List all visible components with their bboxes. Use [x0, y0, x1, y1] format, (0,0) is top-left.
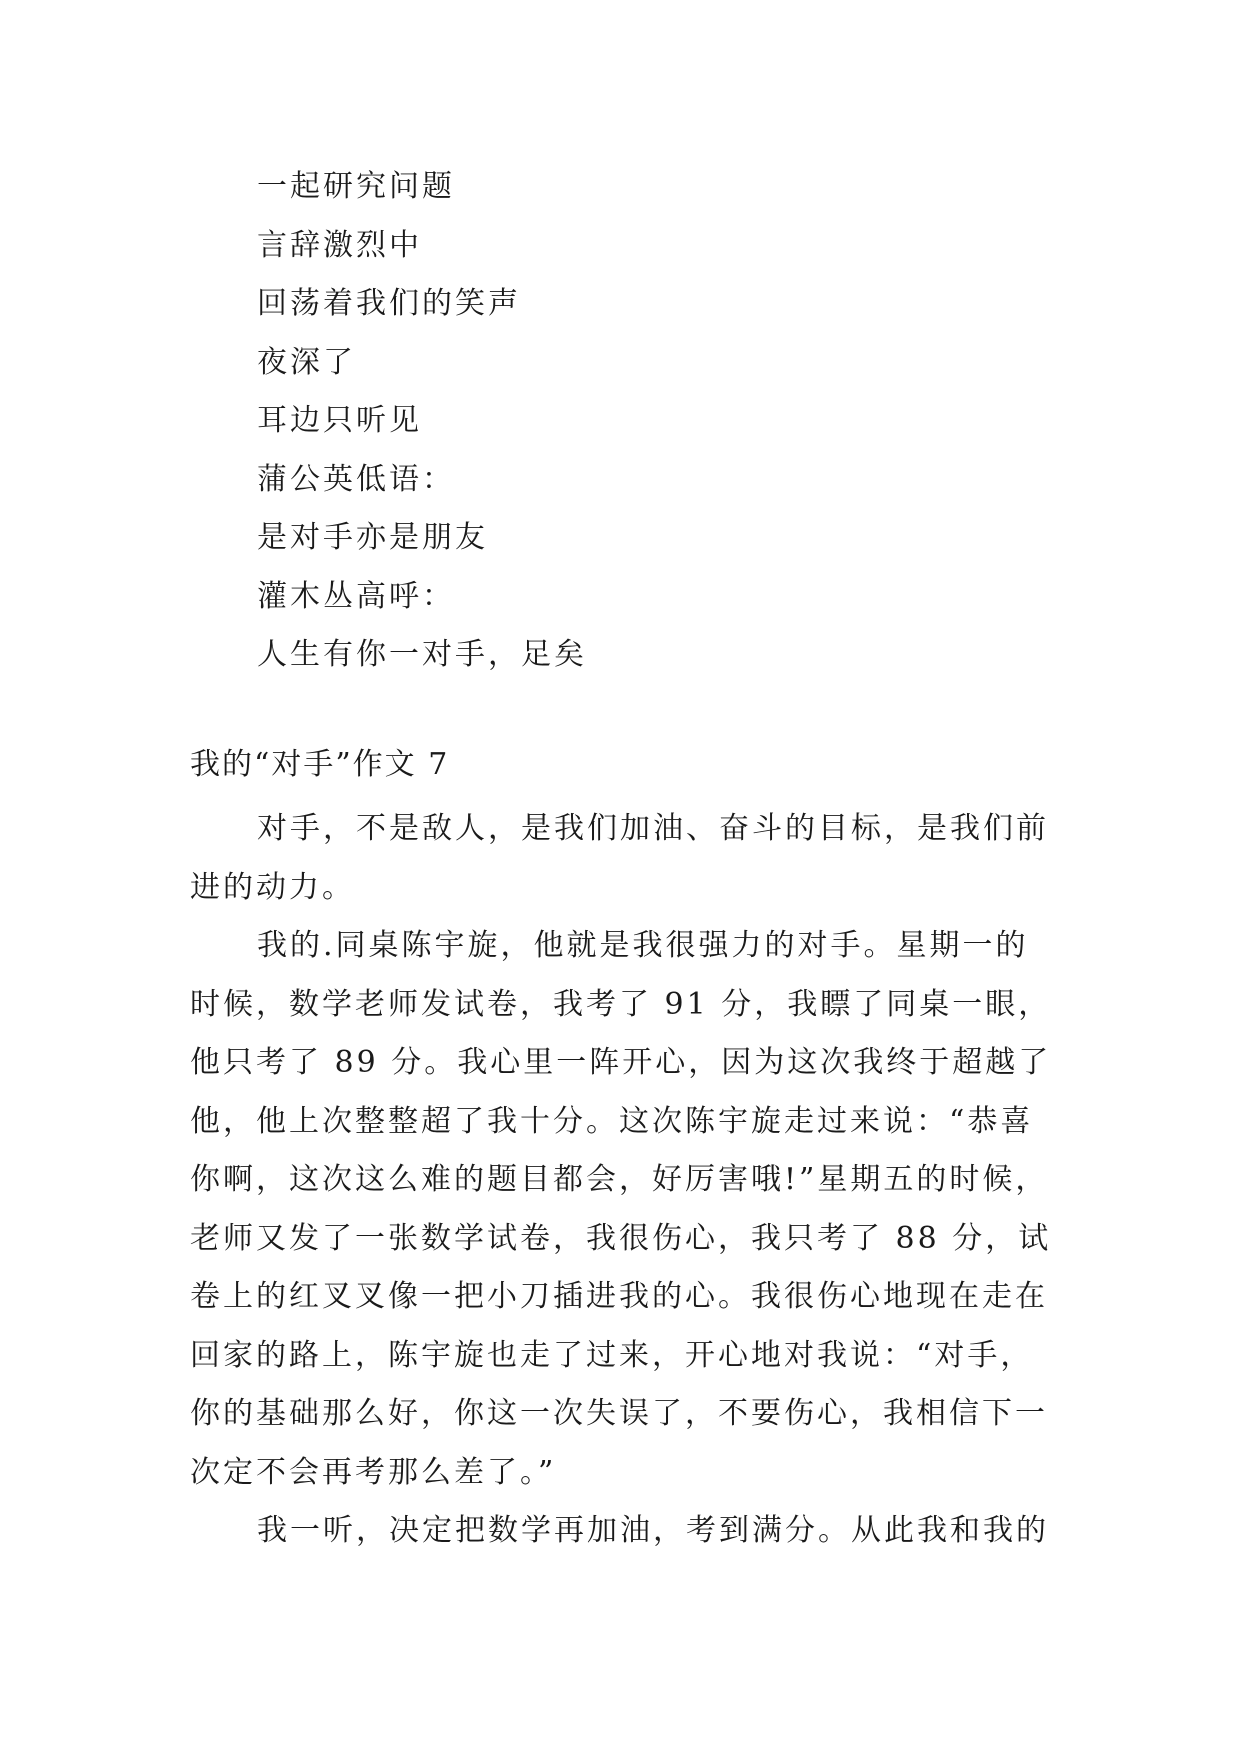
paragraph-line: 我的.同桌陈宇旋，他就是我很强力的对手。星期一的: [257, 928, 1029, 963]
paragraph-line: 次定不会再考那么差了。”: [190, 1454, 557, 1490]
essay-heading: 我的“对手”作文 7: [190, 747, 450, 782]
poem-line: 蒲公英低语：: [257, 461, 455, 497]
poem-line: 一起研究问题: [257, 169, 455, 204]
poem-line: 是对手亦是朋友: [257, 520, 488, 555]
paragraph-line: 你的基础那么好，你这一次失误了，不要伤心，我相信下一: [190, 1396, 1048, 1431]
paragraph-line: 老师又发了一张数学试卷，我很伤心，我只考了 88 分，试: [190, 1220, 1052, 1256]
paragraph-line: 卷上的红叉叉像一把小刀插进我的心。我很伤心地现在走在: [190, 1279, 1048, 1314]
paragraph-line: 他只考了 89 分。我心里一阵开心，因为这次我终于超越了: [190, 1045, 1052, 1080]
poem-line: 耳边只听见: [257, 403, 422, 438]
poem-block: [257, 158, 1057, 685]
poem-line: 人生有你一对手，足矣: [257, 637, 587, 672]
paragraph-line: 对手，不是敌人，是我们加油、奋斗的目标，是我们前: [257, 811, 1049, 846]
poem-line: 言辞激烈中: [257, 227, 422, 263]
poem-line: 回荡着我们的笑声: [257, 286, 521, 321]
paragraph-line: 我一听，决定把数学再加油，考到满分。从此我和我的: [257, 1513, 1049, 1548]
paragraph-line: 他，他上次整整超了我十分。这次陈宇旋走过来说：“恭喜: [190, 1103, 1034, 1139]
paragraph-line: 进的动力。: [190, 869, 355, 905]
paragraph-line: 回家的路上，陈宇旋也走了过来，开心地对我说：“对手，: [190, 1337, 1034, 1373]
poem-line: 夜深了: [257, 344, 356, 380]
essay-body: [190, 800, 1070, 1561]
poem-line: 灌木丛高呼：: [257, 578, 455, 614]
paragraph-line: 时候，数学老师发试卷，我考了 91 分，我瞟了同桌一眼，: [190, 986, 1052, 1022]
paragraph-line: 你啊，这次这么难的题目都会，好厉害哦!”星期五的时候，: [190, 1162, 1049, 1197]
